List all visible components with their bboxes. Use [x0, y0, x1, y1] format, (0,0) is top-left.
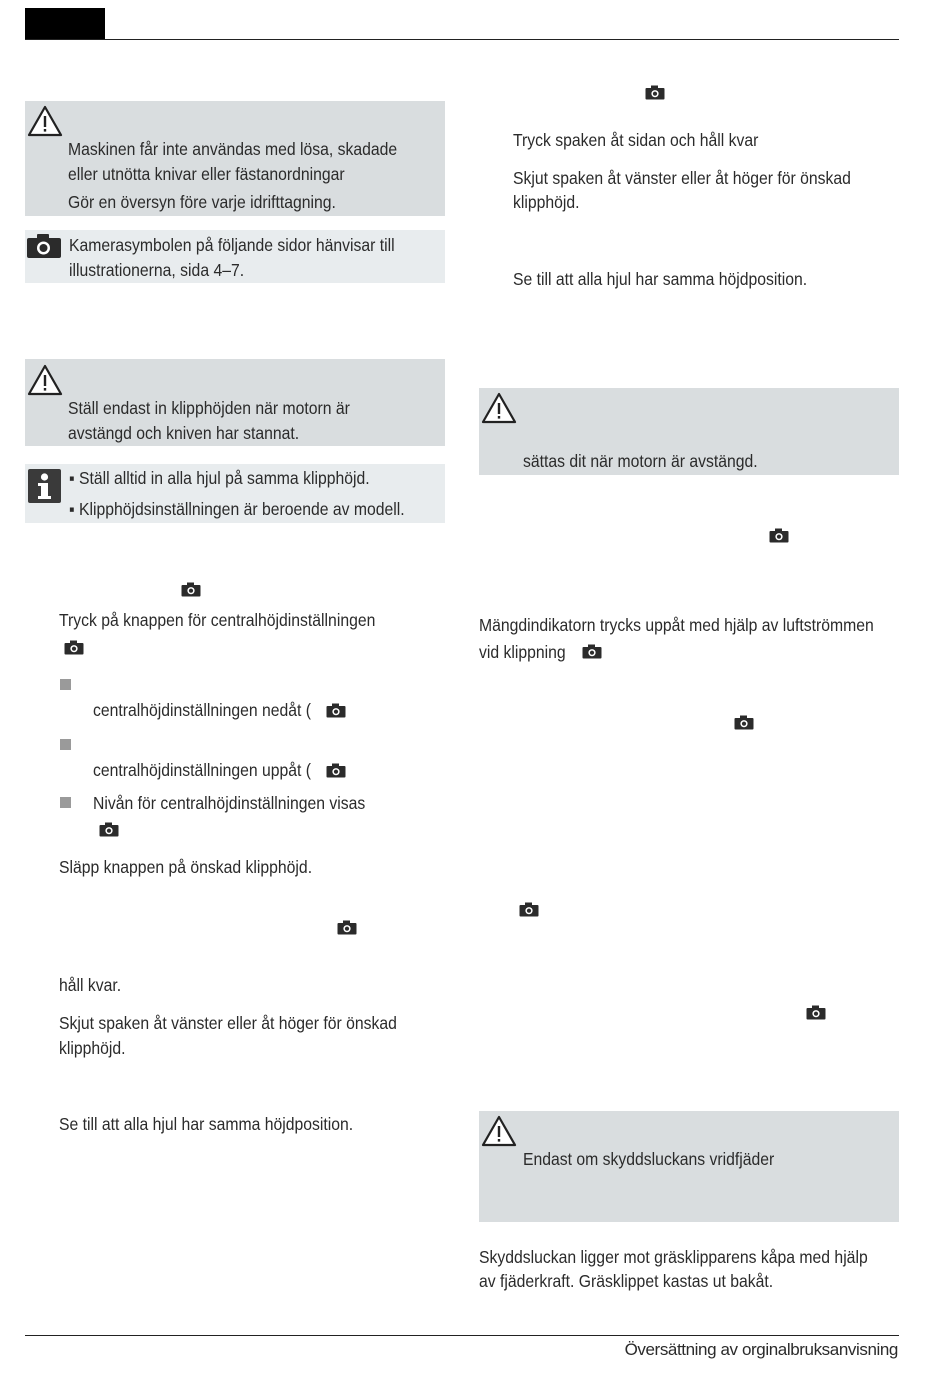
step-text: klipphöjd.: [513, 192, 580, 212]
step-text: Se till att alla hjul har samma höjdposition.: [513, 269, 808, 289]
bullet-text: Nivån för centralhöjdinställningen visas: [93, 793, 366, 813]
warning-triangle-icon: [481, 392, 517, 424]
step-text: Tryck spaken åt sidan och håll kvar: [513, 130, 759, 150]
info-item: ▪ Klipphöjdsinställningen är beroende av modell.: [69, 499, 405, 519]
camera-icon: [806, 1005, 826, 1020]
camera-note-line: Kamerasymbolen på följande sidor hänvisar till: [69, 235, 395, 255]
bullet-text: centralhöjdinställningen uppåt (: [93, 760, 312, 780]
paragraph-text: Skyddsluckan ligger mot gräsklipparens kåpa med hjälp: [479, 1247, 868, 1267]
paragraph-text: vid klippning: [479, 642, 566, 662]
camera-icon: [64, 640, 84, 655]
step-text: Se till att alla hjul har samma höjdposition.: [59, 1114, 354, 1134]
info-item: ▪ Ställ alltid in alla hjul på samma klipphöjd.: [69, 468, 370, 488]
info-icon: [28, 469, 61, 503]
camera-icon: [181, 582, 201, 597]
bullet-square: [60, 739, 71, 750]
camera-icon: [769, 528, 789, 543]
footer-text: Översättning av orginalbruksanvisning: [624, 1340, 898, 1359]
bullet-text: centralhöjdinställningen nedåt (: [93, 700, 312, 720]
warning-text-line: Endast om skyddsluckans vridfjäder: [523, 1149, 775, 1169]
warning-text-line: sättas dit när motorn är avstängd.: [523, 451, 758, 471]
warning-triangle-icon: [27, 105, 63, 137]
footer-rule: [25, 1335, 899, 1336]
step-text: håll kvar.: [59, 975, 122, 995]
bullet-square: [60, 679, 71, 690]
camera-icon: [326, 703, 346, 718]
step-text: Släpp knappen på önskad klipphöjd.: [59, 857, 313, 877]
step-text: Skjut spaken åt vänster eller åt höger för önskad: [59, 1013, 397, 1033]
camera-icon: [26, 233, 62, 259]
warning-text-line: Maskinen får inte användas med lösa, skadade: [68, 139, 398, 159]
header-rule: [25, 39, 899, 40]
bullet-square: [60, 797, 71, 808]
warning-triangle-icon: [27, 364, 63, 396]
camera-icon: [519, 902, 539, 917]
camera-icon: [645, 85, 665, 100]
warning-text-line: avstängd och kniven har stannat.: [68, 423, 300, 443]
camera-icon: [734, 715, 754, 730]
header-black-tab: [25, 8, 105, 40]
warning-triangle-icon: [481, 1115, 517, 1147]
paragraph-text: av fjäderkraft. Gräsklippet kastas ut bakåt.: [479, 1271, 774, 1291]
step-text: Tryck på knappen för centralhöjdinställningen: [59, 610, 376, 630]
camera-note-line: illustrationerna, sida 4–7.: [69, 260, 245, 280]
step-text: klipphöjd.: [59, 1038, 126, 1058]
camera-icon: [582, 644, 602, 659]
camera-icon: [99, 822, 119, 837]
camera-icon: [326, 763, 346, 778]
camera-icon: [337, 920, 357, 935]
warning-text-line: Gör en översyn före varje idrifttagning.: [68, 192, 336, 212]
warning-text-line: Ställ endast in klipphöjden när motorn är: [68, 398, 350, 418]
paragraph-text: Mängdindikatorn trycks uppåt med hjälp av luftströmmen: [479, 615, 874, 635]
step-text: Skjut spaken åt vänster eller åt höger för önskad: [513, 168, 851, 188]
warning-text-line: eller utnötta knivar eller fästanordningar: [68, 164, 345, 184]
